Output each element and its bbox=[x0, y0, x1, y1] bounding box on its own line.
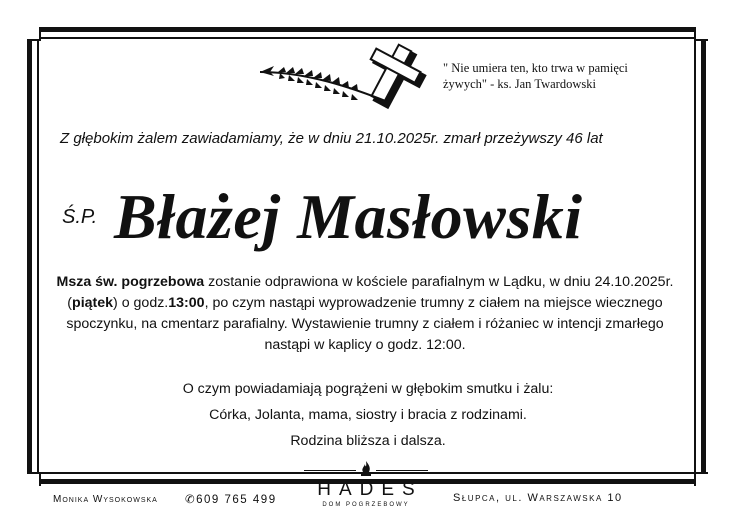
corner-notch-top-right bbox=[694, 27, 708, 41]
funeral-details bbox=[50, 272, 680, 356]
corner-notch-bottom-right bbox=[694, 472, 708, 486]
logo-rule-right bbox=[376, 470, 428, 471]
mass-text-2: ) o godz. bbox=[113, 295, 169, 311]
hades-logo bbox=[298, 460, 434, 516]
mass-text-3: , po czym nastąpi wyprowadzenie trumny z ciałem na miejsce wiecznego spoczynku, na cmentarz parafialny. Wystawienie trumny z ciałem i różaniec w intencji zmarłego nastąpi w kaplicy o godz. 12:00. bbox=[66, 295, 664, 353]
contact-phone: ✆609 765 499 bbox=[185, 494, 277, 506]
mass-label: Msza św. pogrzebowa bbox=[56, 274, 205, 290]
flame-icon bbox=[359, 460, 373, 478]
corner-notch-bottom-left bbox=[27, 472, 41, 486]
closing-line-2: Córka, Jolanta, mama, siostry i bracia z rodzinami. bbox=[209, 407, 527, 423]
memorial-quote bbox=[443, 60, 703, 92]
cross-with-branch-icon bbox=[258, 42, 442, 114]
mass-text-1: zostanie odprawiona w kościele parafialnym w Lądku, w dniu 24.10.2025r. ( bbox=[67, 274, 674, 311]
death-announcement: Z głębokim żalem zawiadamiamy, że w dniu 21.10.2025r. zmarł przeżywszy 46 lat bbox=[60, 130, 603, 147]
corner-notch-top-left bbox=[27, 27, 41, 41]
closing-line-1: O czym powiadamiają pogrążeni w głębokim smutku i żalu: bbox=[182, 381, 554, 397]
logo-rule-left bbox=[304, 470, 356, 471]
deceased-name: Błażej Masłowski bbox=[114, 181, 583, 252]
logo-name: HADES bbox=[317, 479, 423, 500]
address: Słupca, ul. Warszawska 10 bbox=[453, 492, 623, 504]
deceased-prefix: Ś.P. bbox=[62, 206, 98, 228]
quote-line-1: " Nie umiera ten, kto trwa w pamięci bbox=[443, 61, 628, 75]
quote-line-2: żywych" - ks. Jan Twardowski bbox=[443, 77, 596, 91]
logo-subtitle: DOM POGRZEBOWY bbox=[322, 502, 410, 508]
closing-line-3: Rodzina bliższa i dalsza. bbox=[290, 433, 446, 449]
mass-time: 13:00 bbox=[168, 295, 205, 311]
mass-day: piątek bbox=[72, 295, 114, 311]
contact-name: Monika Wysokowska bbox=[53, 494, 158, 505]
deceased-heading bbox=[62, 180, 712, 260]
